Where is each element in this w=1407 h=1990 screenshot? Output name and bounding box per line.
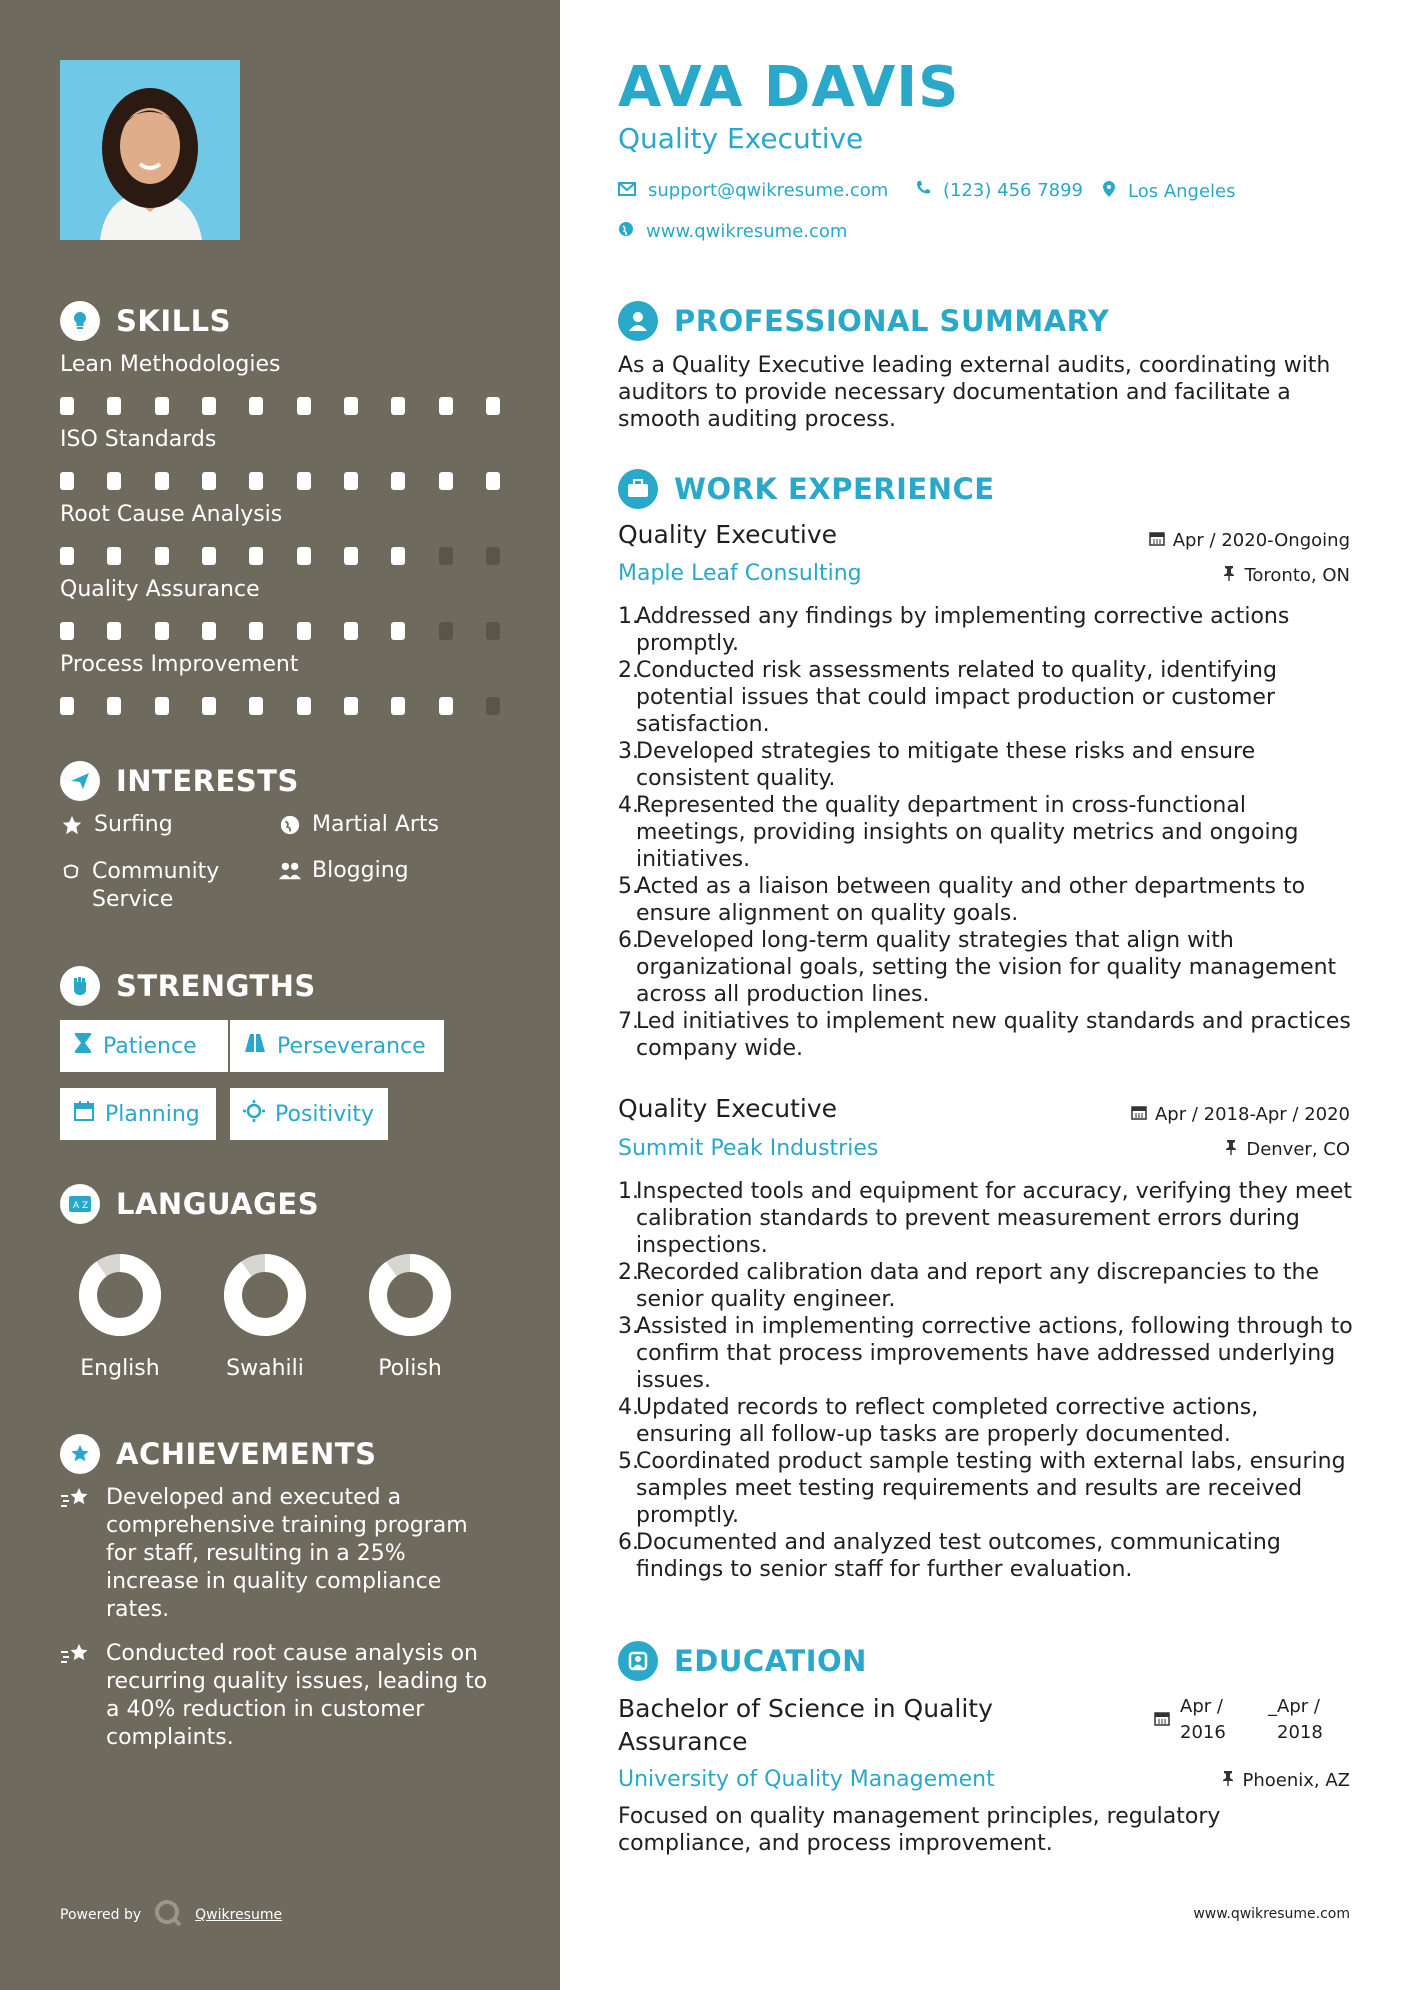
calendar-icon xyxy=(1131,1104,1147,1125)
job-bullet: 2. Recorded calibration data and report any discrepancies to the senior quality engineer. xyxy=(618,1260,1319,1312)
skill-rating xyxy=(60,697,500,715)
skill-name: Process Improvement xyxy=(60,652,299,677)
skill-dot xyxy=(249,397,263,415)
contact-website[interactable]: www.qwikresume.com xyxy=(618,221,847,242)
skill-dot xyxy=(344,472,358,490)
skill-dot xyxy=(202,622,216,640)
job-company: Summit Peak Industries xyxy=(618,1136,879,1161)
graduate-icon xyxy=(618,1641,658,1681)
skill-dot xyxy=(249,472,263,490)
skill-dot xyxy=(60,397,74,415)
skill-dot xyxy=(155,547,169,565)
interest-item: Surfing xyxy=(60,812,173,837)
calendar-icon xyxy=(1149,530,1165,551)
skill-dot xyxy=(202,397,216,415)
school-name: University of Quality Management xyxy=(618,1767,995,1792)
star-icon xyxy=(60,813,84,837)
users-icon xyxy=(278,859,302,883)
skill-dot xyxy=(439,697,453,715)
language-icon xyxy=(60,1184,100,1224)
hand-icon xyxy=(60,859,82,883)
job-bullet: 1. Addressed any findings by implementing corrective actions promptly. xyxy=(618,604,1290,656)
qwikresume-logo-icon xyxy=(153,1898,183,1932)
job-bullet: 5. Coordinated product sample testing with external labs, ensuring samples meet testing requirements and results are received promptly. xyxy=(618,1449,1346,1528)
job-location: Denver, CO xyxy=(1224,1139,1350,1160)
language-level-arc xyxy=(88,1263,152,1327)
skill-dot xyxy=(60,622,74,640)
achievements-heading: ACHIEVEMENTS xyxy=(60,1434,376,1474)
envelope-icon xyxy=(618,180,636,201)
strengths-heading: STRENGTHS xyxy=(60,966,316,1006)
skill-dot xyxy=(202,697,216,715)
education-location: Phoenix, AZ xyxy=(1221,1770,1351,1791)
strength-badge: Patience xyxy=(60,1020,228,1072)
skill-rating xyxy=(60,397,500,415)
globe-icon xyxy=(278,813,302,837)
skill-item xyxy=(60,577,500,640)
skill-dot xyxy=(60,547,74,565)
pushpin-icon xyxy=(1222,565,1236,586)
skill-dot xyxy=(107,697,121,715)
summary-heading: PROFESSIONAL SUMMARY xyxy=(618,301,1109,341)
achievement-item: Conducted root cause analysis on recurring quality issues, leading to a 40% reduction in customer complaints. xyxy=(60,1640,500,1752)
pushpin-icon xyxy=(1224,1139,1238,1160)
job-company: Maple Leaf Consulting xyxy=(618,561,862,586)
interests-heading: INTERESTS xyxy=(60,761,299,801)
skill-dot xyxy=(297,397,311,415)
experience-heading: WORK EXPERIENCE xyxy=(618,469,995,509)
skill-dot xyxy=(344,397,358,415)
skill-name: Quality Assurance xyxy=(60,577,260,602)
footer-url[interactable]: www.qwikresume.com xyxy=(1193,1906,1350,1922)
skill-dot xyxy=(202,472,216,490)
fist-icon xyxy=(60,966,100,1006)
skill-dot xyxy=(439,622,453,640)
calendar-icon xyxy=(1154,1710,1170,1746)
skill-name: ISO Standards xyxy=(60,427,217,452)
skill-dot xyxy=(391,397,405,415)
skill-dot xyxy=(486,472,500,490)
skill-dot xyxy=(486,622,500,640)
skill-dot xyxy=(344,697,358,715)
candidate-title: Quality Executive xyxy=(618,122,864,155)
summary-text: As a Quality Executive leading external audits, coordinating with auditors to provide necessary documentation and facilitate a smooth auditing process. xyxy=(618,353,1331,432)
education-dates: Apr / 2016 _Apr / 2018 xyxy=(1154,1694,1338,1746)
language-name: Polish xyxy=(378,1356,442,1381)
skill-dot xyxy=(60,472,74,490)
job-bullet: 3. Assisted in implementing corrective actions, following through to confirm that process improvements have addressed underlying issues. xyxy=(618,1314,1353,1393)
contact-location: Los Angeles xyxy=(1102,180,1236,203)
skill-dot xyxy=(107,472,121,490)
job-bullet: 6. Developed long-term quality strategies that align with organizational goals, setting the vision for quality management across all production lines. xyxy=(618,928,1337,1007)
qwikresume-link[interactable]: Qwikresume xyxy=(195,1907,283,1923)
skill-dot xyxy=(249,622,263,640)
skill-item xyxy=(60,502,500,565)
job-location: Toronto, ON xyxy=(1222,565,1350,586)
road-icon xyxy=(243,1033,267,1059)
language-item xyxy=(195,1250,335,1381)
skill-dot xyxy=(439,397,453,415)
language-level-arc xyxy=(233,1263,297,1327)
shooting-star-icon xyxy=(60,1486,94,1624)
job-bullet: 6. Documented and analyzed test outcomes, communicating findings to senior staff for further evaluation. xyxy=(618,1530,1281,1582)
skill-dot xyxy=(297,622,311,640)
language-donut xyxy=(220,1250,310,1340)
contact-phone[interactable]: (123) 456 7899 xyxy=(915,180,1083,201)
job-bullet: 5. Acted as a liaison between quality and other departments to ensure alignment on quality goals. xyxy=(618,874,1306,926)
strength-badge: Planning xyxy=(60,1088,216,1140)
skill-dot xyxy=(391,472,405,490)
job-role: Quality Executive xyxy=(618,520,837,549)
interest-item: Martial Arts xyxy=(278,812,439,837)
skill-dot xyxy=(202,547,216,565)
skill-name: Lean Methodologies xyxy=(60,352,281,377)
svg-text:Z: Z xyxy=(82,1201,89,1211)
skill-item xyxy=(60,352,500,415)
svg-text:A: A xyxy=(73,1201,80,1211)
skill-dot xyxy=(60,697,74,715)
sun-icon xyxy=(243,1100,265,1128)
contact-email[interactable]: support@qwikresume.com xyxy=(618,180,888,201)
job-bullet: 4. Represented the quality department in cross-functional meetings, providing insights on quality metrics and ongoing initiatives. xyxy=(618,793,1299,872)
user-icon xyxy=(618,301,658,341)
hourglass-icon xyxy=(73,1032,93,1060)
language-item xyxy=(50,1250,190,1381)
degree-title: Bachelor of Science in Quality Assurance xyxy=(618,1694,993,1756)
sidebar xyxy=(0,0,560,1990)
briefcase-icon xyxy=(618,469,658,509)
skill-rating xyxy=(60,622,500,640)
skill-dot xyxy=(155,697,169,715)
skill-item xyxy=(60,652,500,715)
pushpin-icon xyxy=(1221,1770,1235,1791)
award-star-icon xyxy=(60,1434,100,1474)
strength-badge: Perseverance xyxy=(230,1020,444,1072)
profile-photo xyxy=(60,60,240,240)
skill-dot xyxy=(344,547,358,565)
skill-dot xyxy=(297,547,311,565)
map-pin-icon xyxy=(1102,180,1116,203)
skill-rating xyxy=(60,547,500,565)
skill-dot xyxy=(297,697,311,715)
skill-dot xyxy=(249,547,263,565)
language-donut xyxy=(365,1250,455,1340)
skill-dot xyxy=(486,547,500,565)
job-bullet: 2. Conducted risk assessments related to quality, identifying potential issues that could impact production or customer satisfaction. xyxy=(618,658,1277,737)
main-content xyxy=(560,0,1407,1990)
skill-dot xyxy=(391,697,405,715)
job-role: Quality Executive xyxy=(618,1094,837,1123)
language-name: Swahili xyxy=(226,1356,304,1381)
skill-dot xyxy=(439,547,453,565)
lightbulb-icon xyxy=(60,301,100,341)
language-level-arc xyxy=(378,1263,442,1327)
skill-dot xyxy=(155,622,169,640)
interest-item: Blogging xyxy=(278,858,409,883)
job-bullet: 1. Inspected tools and equipment for accuracy, verifying they meet calibration standards to prevent measurement errors during inspections. xyxy=(618,1179,1352,1258)
phone-icon xyxy=(915,180,931,201)
skill-dot xyxy=(391,547,405,565)
education-description: Focused on quality management principles, regulatory compliance, and process improvement. xyxy=(618,1804,1221,1856)
job-dates: Apr / 2020-Ongoing xyxy=(1149,530,1350,551)
shooting-star-icon xyxy=(60,1642,94,1752)
education-heading: EDUCATION xyxy=(618,1641,867,1681)
skill-dot xyxy=(107,622,121,640)
candidate-name: AVA DAVIS xyxy=(618,55,960,120)
language-name: English xyxy=(80,1356,160,1381)
skills-heading: SKILLS xyxy=(60,301,231,341)
skill-dot xyxy=(344,622,358,640)
skill-item xyxy=(60,427,500,490)
skill-dot xyxy=(249,697,263,715)
powered-by: Powered by Qwikresume xyxy=(60,1898,282,1932)
skill-dot xyxy=(155,472,169,490)
paper-plane-icon xyxy=(60,761,100,801)
job-bullets xyxy=(618,603,1358,1062)
achievement-item: Developed and executed a comprehensive training program for staff, resulting in a 25% increase in quality compliance rates. xyxy=(60,1484,500,1624)
job-bullet: 7. Led initiatives to implement new quality standards and practices company wide. xyxy=(618,1009,1351,1061)
job-dates: Apr / 2018-Apr / 2020 xyxy=(1131,1104,1350,1125)
job-bullet: 4. Updated records to reflect completed corrective actions, ensuring all follow-up tasks are properly documented. xyxy=(618,1395,1259,1447)
strength-badge: Positivity xyxy=(230,1088,388,1140)
skill-rating xyxy=(60,472,500,490)
language-item xyxy=(340,1250,480,1381)
calendar-icon xyxy=(73,1100,95,1128)
skill-dot xyxy=(486,397,500,415)
skill-dot xyxy=(297,472,311,490)
skill-dot xyxy=(391,622,405,640)
skill-dot xyxy=(486,697,500,715)
skill-name: Root Cause Analysis xyxy=(60,502,283,527)
languages-heading: A Z LANGUAGES xyxy=(60,1184,319,1224)
language-donut xyxy=(75,1250,165,1340)
interest-item: Community Service xyxy=(60,858,260,914)
job-bullet: 3. Developed strategies to mitigate these risks and ensure consistent quality. xyxy=(618,739,1256,791)
job-bullets xyxy=(618,1178,1358,1583)
skill-dot xyxy=(107,547,121,565)
skill-dot xyxy=(155,397,169,415)
skill-dot xyxy=(439,472,453,490)
skill-dot xyxy=(107,397,121,415)
globe-icon xyxy=(618,221,634,242)
